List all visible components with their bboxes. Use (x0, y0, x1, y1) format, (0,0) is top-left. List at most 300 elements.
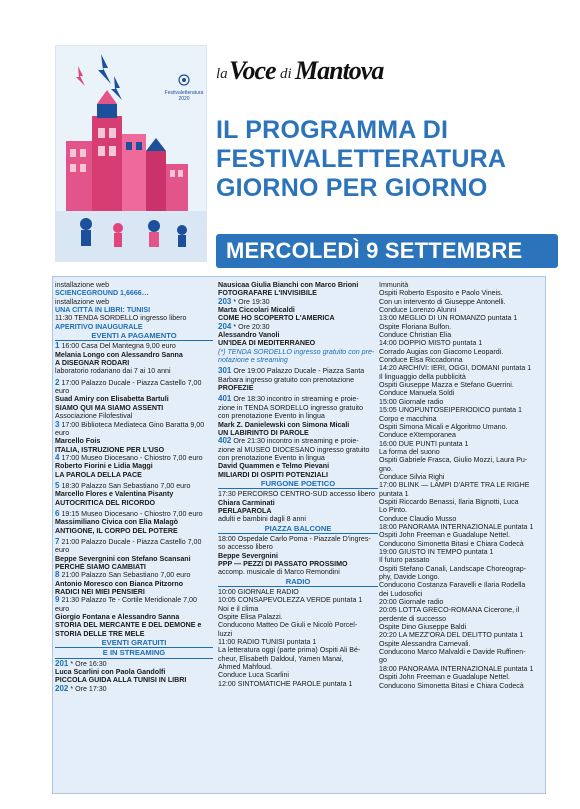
program-line (218, 437, 378, 445)
line-text: Alessandro Vanoli (218, 331, 280, 340)
line-text: Lo Pinto. (379, 506, 408, 515)
line-text: 10:00 GIORNALE RADIO (218, 588, 299, 597)
line-text: adulti e bambini dagli 8 anni (218, 515, 306, 524)
program-line (218, 552, 378, 560)
line-text: Il futuro passato (379, 556, 430, 565)
line-text: Ospite Elisa Palazzi. (218, 613, 283, 622)
line-text: Marcello Fois (55, 437, 101, 446)
program-line (218, 568, 378, 576)
line-text: Immunità (379, 281, 409, 289)
program-line (55, 605, 213, 613)
program-line (379, 364, 541, 372)
line-text: 17:00 Museo Diocesano - Chiostro 7,00 euro (61, 453, 203, 462)
program-line (379, 431, 541, 439)
program-line (379, 415, 541, 423)
section-heading (55, 332, 213, 341)
program-line (55, 367, 213, 375)
line-text: euro (55, 387, 70, 396)
program-line (379, 615, 541, 623)
event-number: 202 (55, 684, 69, 693)
program-line (55, 685, 213, 693)
program-line (379, 490, 541, 498)
line-text: luzzi (218, 629, 233, 638)
program-line (218, 588, 378, 596)
date-banner-text: MERCOLEDÌ 9 SETTEMBRE (226, 238, 523, 263)
program-line (55, 676, 213, 684)
line-text: euro (55, 546, 70, 555)
program-line (218, 596, 378, 604)
line-text: Con un intervento di Giuseppe Antonelli. (379, 297, 506, 306)
event-number: 8 (55, 571, 60, 580)
line-text: PICCOLA GUIDA ALLA TUNISI IN LIBRI (55, 676, 187, 685)
line-text: Beppe Severgnini con Stefano Scansani (55, 554, 191, 563)
program-line (218, 298, 378, 306)
program-line (379, 281, 541, 289)
program-line (55, 490, 213, 498)
line-text: phy, Davide Longo. (379, 573, 440, 582)
section-heading (218, 480, 378, 489)
program-column-2 (218, 281, 378, 688)
section-heading (218, 578, 378, 587)
line-text: go (379, 656, 387, 665)
program-line (55, 621, 213, 629)
program-line (379, 648, 541, 656)
program-line (55, 596, 213, 604)
program-line (218, 663, 378, 671)
program-line (218, 314, 378, 322)
poster-brand (164, 90, 204, 102)
line-text: zione in TENDA SORDELLO ingresso gratuito (218, 403, 363, 412)
program-line (379, 406, 541, 414)
event-number: 203 (218, 297, 232, 306)
program-line (379, 306, 541, 314)
line-text: Roberto Fiorini e Lidia Maggi (55, 462, 153, 471)
date-banner (216, 234, 558, 268)
program-line (55, 289, 213, 297)
program-line (218, 404, 378, 412)
program-line (379, 656, 541, 664)
line-text: 18:00 Ospedale Carlo Poma - Piazzale D'ingres- (218, 534, 371, 543)
program-line (218, 680, 378, 688)
line-text: Ospiti Giuseppe Mazza e Stefano Guerrini. (379, 381, 514, 390)
line-text: COME HO SCOPERTO L'AMERICA (218, 314, 335, 323)
line-text: 21:00 Palazzo San Sebastiano 7,00 euro (61, 571, 191, 580)
program-line (379, 515, 541, 523)
program-line (218, 289, 378, 297)
line-text: APERITIVO INAUGURALE (55, 322, 143, 331)
program-line (55, 660, 213, 668)
line-text: Ore 21:30 incontro in streaming e proie- (233, 437, 359, 446)
line-text: Associazione Filofestival (55, 412, 133, 421)
program-line (379, 314, 541, 322)
line-text: 17:00 BLINK — LAMPI D'ARTE TRA LE RIGHE (379, 481, 530, 490)
program-line (218, 515, 378, 523)
program-line (218, 454, 378, 462)
program-line (55, 571, 213, 579)
line-text: Conduce Lorenzo Alunni (379, 306, 457, 315)
line-text: Corrado Augias con Giacomo Leopardi. (379, 347, 504, 356)
program-line (218, 630, 378, 638)
line-text: notazione e streaming (218, 356, 288, 365)
program-line (379, 673, 541, 681)
line-text: RADIO (285, 577, 311, 586)
program-line (379, 623, 541, 631)
line-text: Ore 19:00 Palazzo Ducale - Piazza Santa (233, 367, 365, 376)
line-text: installazione web (55, 297, 110, 306)
line-text: 15:05 UNOPUNTOSEIPERIODICO puntata 1 (379, 406, 522, 415)
line-text: cheur, Elisabeth Daldoul, Yamen Manai, (218, 654, 344, 663)
line-text: * Ore 17:30 (70, 684, 107, 693)
program-line (218, 412, 378, 420)
program-line (379, 523, 541, 531)
event-number: 201 (55, 659, 69, 668)
line-text: Noi e il clima (218, 604, 259, 613)
line-text: PERCHÉ SIAMO CAMBIATI (55, 563, 146, 571)
line-text: euro (55, 604, 70, 613)
line-text: SIAMO QUI MA SIAMO ASSENTI (55, 403, 164, 412)
program-line (55, 446, 213, 454)
line-text: ANTIGONE, IL CORPO DEL POTERE (55, 526, 178, 535)
program-line (379, 373, 541, 381)
program-line (55, 298, 213, 306)
program-line (218, 384, 378, 392)
program-line (218, 339, 378, 347)
program-line (55, 342, 213, 350)
program-line (55, 482, 213, 490)
event-number: 4 (55, 453, 60, 462)
line-text: Luca Scarlini con Paola Gandolfi (55, 668, 166, 677)
line-text: Marcello Flores e Valentina Pisanty (55, 490, 174, 499)
line-text: Ospite Alessandra Carnevali. (379, 639, 471, 648)
program-line (379, 498, 541, 506)
program-line (379, 339, 541, 347)
program-line (55, 538, 213, 546)
line-text: LA PAROLA DELLA PACE (55, 470, 142, 479)
headline-line-3: GIORNO PER GIORNO (216, 174, 488, 202)
program-line (379, 548, 541, 556)
event-number: 2 (55, 378, 60, 387)
line-text: Ospite Dino Giuseppe Baldi (379, 623, 467, 632)
program-line (218, 471, 378, 479)
program-line (55, 421, 213, 429)
line-text: con prenotazione Evento in lingua (218, 453, 325, 462)
program-line (379, 423, 541, 431)
program-line (55, 404, 213, 412)
program-line (218, 429, 378, 437)
line-text: 20:00 Giornale radio (379, 598, 444, 607)
line-text: Conduce Claudio Musso (379, 514, 457, 523)
program-line (218, 421, 378, 429)
program-line (218, 499, 378, 507)
program-line (379, 356, 541, 364)
program-line (379, 598, 541, 606)
line-text: 18:00 PANORAMA INTERNAZIONALE puntata 1 (379, 522, 534, 531)
line-text: Conducono Costanza Faravelli e Ilaria Rodella (379, 581, 526, 590)
program-line (379, 606, 541, 614)
program-line (379, 590, 541, 598)
line-text: UN LABIRINTO DI PAROLE (218, 428, 309, 437)
line-text: Marta Ciccolari Micaldi (218, 306, 295, 315)
line-text: 21:00 Palazzo Ducale - Piazza Castello 7,00 (61, 537, 202, 546)
line-text: UNA CITTÀ IN LIBRI: TUNISI (55, 306, 151, 315)
line-text: * Ore 20:30 (233, 322, 270, 331)
line-text: Conduce eXtemporanea (379, 431, 456, 440)
line-text: PIAZZA BALCONE (264, 524, 332, 533)
line-text: Ore 18:30 incontro in streaming e proie- (233, 395, 359, 404)
line-text: PERLAPAROLA (218, 506, 272, 515)
line-text: Beppe Severgnini (218, 551, 278, 560)
line-text: La letteratura oggi (parte prima) Ospiti Ali Bé- (218, 646, 361, 655)
line-text: 17:00 Biblioteca Mediateca Gino Baratta 9,00 (61, 420, 205, 429)
line-text: 20:20 LA MEZZ'ORA DEL DELITTO puntata 1 (379, 631, 524, 640)
line-text: Chiara Carminati (218, 498, 275, 507)
program-line (218, 323, 378, 331)
line-text: con prenotazione Evento in lingua (218, 412, 325, 421)
line-text: Corpo e macchina (379, 414, 437, 423)
program-line (379, 531, 541, 539)
program-line (55, 555, 213, 563)
line-text: 12:00 SINTOMATICHE PAROLE puntata 1 (218, 679, 353, 688)
line-text: Conducono Simonetta Bitasi e Chiara Codecà (379, 681, 524, 690)
program-line (55, 518, 213, 526)
event-number: 1 (55, 342, 60, 351)
program-line (379, 581, 541, 589)
line-text: Barbara ingresso gratuito con prenotazione (218, 375, 355, 384)
line-text: Il linguaggio della pubblicità (379, 372, 466, 381)
line-text: Giorgio Fontana e Alessandro Sanna (55, 613, 180, 622)
program-line (55, 668, 213, 676)
line-text: FOTOGRAFARE L'INVISIBILE (218, 289, 317, 298)
program-line (218, 638, 378, 646)
line-text: Conduce Elsa Riccadonna (379, 356, 463, 365)
program-line (218, 605, 378, 613)
program-line (379, 398, 541, 406)
line-text: 21:30 Palazzo Te - Cortile Meridionale 7,00 (61, 596, 197, 605)
festival-poster-illustration (55, 45, 207, 262)
line-text: 13:00 MEGLIO DI UN ROMANZO puntata 1 (379, 314, 518, 323)
program-line (379, 348, 541, 356)
poster-brand-year: 2020 (178, 96, 190, 102)
line-text: E IN STREAMING (102, 649, 166, 658)
line-text: 20:05 LOTTA GRECO-ROMANA Cicerone, il (379, 606, 520, 615)
program-line (55, 510, 213, 518)
line-text: so accesso libero (218, 543, 273, 552)
line-text: accomp. musicale di Marco Remondini (218, 568, 340, 577)
event-number: 3 (55, 420, 60, 429)
line-text: 14:20 ARCHIVI: IERI, OGGI, DOMANI puntata 1 (379, 364, 532, 373)
line-text: 15:00 Giornale radio (379, 397, 444, 406)
masthead-mantova: Mantova (295, 56, 384, 85)
program-line (379, 556, 541, 564)
program-line (379, 448, 541, 456)
section-heading (55, 649, 213, 658)
line-text: euro (55, 428, 70, 437)
program-line (218, 535, 378, 543)
line-text: Melania Longo con Alessandro Sanna (55, 350, 183, 359)
program-line (218, 348, 378, 356)
line-text: * Ore 16:30 (70, 659, 107, 668)
line-text: Ospite Floriana Bulfon. (379, 322, 452, 331)
line-text: Ahmed Mahfoud. (218, 663, 273, 672)
line-text: Ospiti Stefano Canali, Landscape Choreograp- (379, 564, 527, 573)
line-text: dei Ludosofici (379, 589, 423, 598)
line-text: 17:30 PERCORSO CENTRO-SUD accesso libero (218, 490, 375, 499)
program-line (218, 621, 378, 629)
program-line (379, 456, 541, 464)
masthead-di: di (280, 66, 292, 82)
program-line (55, 323, 213, 331)
line-text: Conduce Silvia Righi (379, 472, 445, 481)
program-line (55, 471, 213, 479)
line-text: Conduce Luca Scarlini (218, 671, 289, 680)
line-text: Ospiti Simona Micali e Algoritmo Umano. (379, 422, 508, 431)
line-text: gno. (379, 464, 393, 473)
program-line (55, 454, 213, 462)
event-number: 401 (218, 395, 232, 404)
program-line (55, 387, 213, 395)
line-text: EVENTI A PAGAMENTO (91, 332, 177, 341)
program-line (379, 481, 541, 489)
program-line (218, 376, 378, 384)
program-line (55, 437, 213, 445)
event-number: 301 (218, 367, 232, 376)
line-text: 16:00 Casa Del Mantegna 9,00 euro (61, 342, 176, 351)
line-text: AUTOCRITICA DEL RICORDO (55, 498, 155, 507)
program-line (55, 630, 213, 638)
program-line (218, 356, 378, 364)
program-line (379, 682, 541, 690)
line-text: 17:00 Palazzo Ducale - Piazza Castello 7,00 (61, 378, 202, 387)
line-text: Mark Z. Danielewski con Simona Micali (218, 420, 350, 429)
line-text: RADICI NEI MIEI PENSIERI (55, 588, 145, 597)
line-text: STORIA DELLE TRE MELE (55, 629, 145, 638)
line-text: David Quammen e Telmo Pievani (218, 462, 330, 471)
program-line (218, 446, 378, 454)
program-line (218, 462, 378, 470)
program-line (379, 465, 541, 473)
line-text: PPP — PEZZI DI PASSATO PROSSIMO (218, 560, 348, 568)
line-text: La forma del suono (379, 447, 440, 456)
line-text: puntata 1 (379, 489, 409, 498)
program-line (379, 323, 541, 331)
line-text: Antonio Moresco con Bianca Pitzorno (55, 579, 184, 588)
line-text: 11:00 RADIO TUNISI puntata 1 (218, 638, 317, 647)
program-line (379, 440, 541, 448)
line-text: Ospiti John Freeman e Guadalupe Nettel. (379, 531, 510, 540)
program-line (55, 359, 213, 367)
event-number: 204 (218, 322, 232, 331)
program-line (55, 588, 213, 596)
program-line (379, 473, 541, 481)
program-line (218, 507, 378, 515)
program-line (55, 429, 213, 437)
poster-brand-name: Festivaletteratura (164, 90, 204, 96)
line-text: MILIARDI DI OSPITI POTENZIALI (218, 470, 328, 479)
event-number: 402 (218, 437, 232, 446)
program-line (218, 671, 378, 679)
program-line (55, 546, 213, 554)
program-line (379, 506, 541, 514)
line-text: 11:30 TENDA SORDELLO ingresso libero (55, 314, 187, 323)
program-line (218, 543, 378, 551)
line-text: Ospiti Roberto Esposito e Paolo Vineis. (379, 289, 503, 298)
program-line (379, 381, 541, 389)
program-line (379, 289, 541, 297)
line-text: UN'IDEA DI MEDITERRANEO (218, 339, 316, 348)
program-line (55, 379, 213, 387)
line-text: Ospiti John Freeman e Guadalupe Nettel. (379, 673, 510, 682)
line-text: 19:15 Museo Diocesano - Chiostro 7,00 euro (61, 509, 203, 518)
program-line (218, 331, 378, 339)
program-line (55, 527, 213, 535)
line-text: Conduce Manuela Soldi (379, 389, 455, 398)
line-text: 18:00 PANORAMA INTERNAZIONALE puntata 1 (379, 664, 534, 673)
program-line (55, 306, 213, 314)
program-line (218, 395, 378, 403)
line-text: SCIENCEGROUND 1,6666… (55, 289, 149, 298)
line-text: 14:00 DOPPIO MISTO puntata 1 (379, 339, 483, 348)
program-line (379, 298, 541, 306)
event-number: 5 (55, 481, 60, 490)
program-line (55, 314, 213, 322)
masthead-la: la (216, 66, 228, 82)
line-text: 18:30 Palazzo San Sebastiano 7,00 euro (61, 481, 191, 490)
line-text: Nausicaa Giulia Bianchi con Marco Brioni (218, 281, 359, 289)
program-line (55, 462, 213, 470)
program-line (55, 412, 213, 420)
program-line (55, 563, 213, 571)
event-number: 7 (55, 537, 60, 546)
program-line (55, 613, 213, 621)
headline-line-2: FESTIVALETTERATURA (216, 145, 507, 173)
program-line (55, 281, 213, 289)
line-text: Conducono Simonetta Bitasi e Chiara Codecà (379, 539, 524, 548)
program-line (55, 351, 213, 359)
line-text: STORIA DEL MERCANTE E DEL DEMONE e (55, 621, 202, 630)
program-column-1 (55, 281, 213, 693)
masthead-voce: Voce (229, 56, 276, 85)
line-text: 10:05 CONSAPEVOLEZZA VERDE puntata 1 (218, 596, 363, 605)
section-heading (55, 639, 213, 648)
program-line (218, 560, 378, 568)
program-line (218, 613, 378, 621)
line-text: FURGONE POETICO (260, 479, 336, 488)
program-line (379, 640, 541, 648)
line-text: PROFEZIE (218, 384, 254, 393)
line-text: Conducono Matteo De Giuli e Nicolò Porcel- (218, 621, 358, 630)
line-text: Suad Amiry con Elisabetta Bartuli (55, 395, 169, 404)
program-line (379, 565, 541, 573)
program-line (55, 395, 213, 403)
newspaper-masthead-logo (216, 52, 386, 88)
poster-artwork (56, 46, 206, 261)
program-line (218, 646, 378, 654)
program-line (379, 573, 541, 581)
program-line (55, 499, 213, 507)
section-heading (218, 525, 378, 534)
line-text: Conducono Marco Malvaldi e Davide Ruffinen- (379, 648, 526, 657)
program-line (379, 665, 541, 673)
line-text: perdente di successo (379, 614, 447, 623)
event-number: 6 (55, 509, 60, 518)
line-text: installazione web (55, 281, 110, 289)
program-line (218, 281, 378, 289)
headline-line-1: IL PROGRAMMA DI (216, 116, 449, 144)
program-line (379, 389, 541, 397)
line-text: ITALIA, ISTRUZIONE PER L'USO (55, 445, 165, 454)
line-text: Ospiti Riccardo Benassi, Ilaria Bignotti, Luca (379, 497, 519, 506)
program-column-3 (379, 281, 541, 690)
